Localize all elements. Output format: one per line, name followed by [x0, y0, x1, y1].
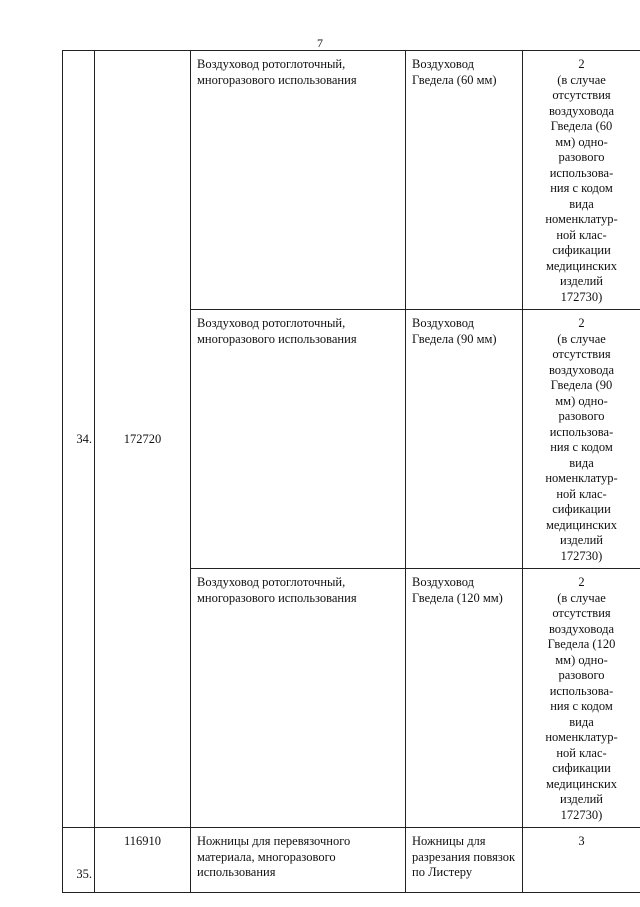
row-number: 34.	[63, 51, 95, 828]
quantity-line: медицинских	[546, 776, 617, 791]
quantity-line: ной клас-	[556, 486, 607, 501]
quantity-line: (в случае	[557, 72, 606, 87]
quantity-line: (в случае	[557, 590, 606, 605]
quantity-line: мм) одно-	[555, 134, 608, 149]
quantity-line: Гведела (120	[547, 637, 616, 651]
quantity-line: ной клас-	[556, 227, 607, 242]
quantity-line: разового	[558, 150, 605, 164]
item-name: Воздуховод ротоглоточный, многоразового использования	[191, 569, 406, 828]
quantity-line: изделий	[560, 792, 603, 806]
item-quantity	[523, 828, 640, 893]
quantity-line: сификации	[552, 502, 611, 516]
quantity-line: (в случае	[557, 331, 606, 346]
quantity-line: 172730)	[560, 548, 603, 563]
quantity-line: воздуховода	[548, 103, 615, 118]
quantity-line: 2	[578, 316, 585, 330]
quantity-line: медицинских	[546, 517, 617, 532]
quantity-line: вида	[569, 714, 594, 729]
quantity-line: 2	[578, 575, 585, 589]
item-alternative: Ножницы для разрезания повязок по Листеру	[406, 828, 523, 893]
table-row	[63, 828, 640, 893]
quantity-line: номенклатур-	[545, 212, 618, 226]
quantity-line: ния с кодом	[550, 181, 613, 195]
quantity-line: использова-	[549, 424, 614, 439]
item-quantity	[523, 569, 640, 828]
quantity-line: отсутствия	[552, 347, 611, 361]
table-row	[63, 51, 640, 310]
quantity-line: 2	[578, 57, 585, 71]
item-quantity	[523, 310, 640, 569]
quantity-line: разового	[558, 409, 605, 423]
item-code: 172720	[95, 51, 191, 828]
quantity-line: разового	[558, 668, 605, 682]
quantity-line: мм) одно-	[555, 393, 608, 408]
item-quantity	[523, 51, 640, 310]
item-name: Воздуховод ротоглоточный, многоразового использования	[191, 51, 406, 310]
quantity-line: 172730)	[560, 807, 603, 822]
row-number: 35.	[63, 828, 95, 893]
quantity-line: вида	[569, 455, 594, 470]
quantity-line: номенклатур-	[545, 730, 618, 744]
quantity-line: Гведела (60	[550, 119, 613, 133]
quantity-line: Гведела (90	[550, 378, 613, 392]
page-number: 7	[317, 36, 323, 50]
quantity-line: ной клас-	[556, 745, 607, 760]
item-alternative: Воздуховод Гведела (90 мм)	[406, 310, 523, 569]
quantity-line: сификации	[552, 761, 611, 775]
item-name: Ножницы для перевязочного материала, многоразового использования	[191, 828, 406, 893]
quantity-line: изделий	[560, 533, 603, 547]
quantity-line: изделий	[560, 274, 603, 288]
quantity-line: отсутствия	[552, 606, 611, 620]
quantity-line: использова-	[549, 165, 614, 180]
item-name: Воздуховод ротоглоточный, многоразового использования	[191, 310, 406, 569]
quantity-line: использова-	[549, 683, 614, 698]
quantity-line: мм) одно-	[555, 652, 608, 667]
quantity-line: воздуховода	[548, 621, 615, 636]
quantity-line: воздуховода	[548, 362, 615, 377]
item-code: 116910	[95, 828, 191, 893]
quantity-line: ния с кодом	[550, 699, 613, 713]
quantity-line: 172730)	[560, 289, 603, 304]
quantity-line: отсутствия	[552, 88, 611, 102]
item-alternative: Воздуховод Гведела (120 мм)	[406, 569, 523, 828]
quantity-line: ния с кодом	[550, 440, 613, 454]
quantity-line: номенклатур-	[545, 471, 618, 485]
item-alternative: Воздуховод Гведела (60 мм)	[406, 51, 523, 310]
quantity-line: 3	[578, 834, 585, 848]
quantity-line: сификации	[552, 243, 611, 257]
quantity-line: медицинских	[546, 258, 617, 273]
equipment-table	[62, 50, 640, 893]
quantity-line: вида	[569, 196, 594, 211]
